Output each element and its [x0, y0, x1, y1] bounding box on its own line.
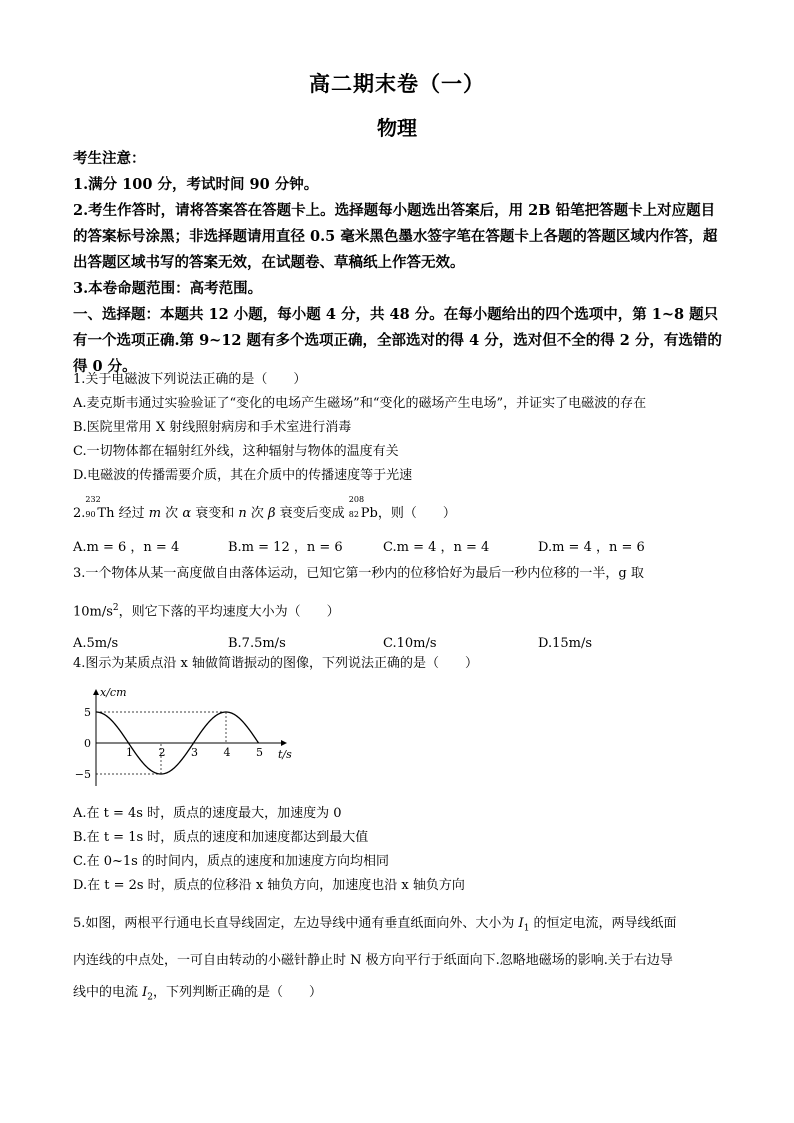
option-d: D.在 t = 2s 时，质点的位移沿 x 轴负方向，加速度也沿 x 轴负方向: [73, 878, 465, 893]
question-number: 2.: [73, 506, 86, 521]
question-stem: 3.一个物体从某一高度做自由落体运动，已知它第一秒内的位移恰好为最后一秒内位移的一半，g 取: [73, 566, 644, 581]
var-m: m: [148, 506, 162, 521]
stem-text: 的恒定电流，两导线纸面: [529, 916, 677, 931]
element-symbol: Th: [97, 506, 115, 521]
subscript: 2: [147, 992, 154, 1003]
note-item: 3.本卷命题范围：高考范围。: [73, 280, 263, 297]
options-row: [73, 536, 725, 560]
question-2: [73, 495, 725, 560]
question-stem: [73, 908, 725, 945]
beta-symbol: β: [268, 506, 276, 521]
alpha-symbol: α: [182, 506, 192, 521]
x-tick-label: 5: [256, 746, 263, 759]
question-5: [73, 908, 725, 1013]
question-3: [73, 562, 725, 656]
question-4: [73, 652, 725, 676]
subject-title: 物理: [377, 116, 417, 140]
option-a: A.5m/s: [73, 636, 119, 652]
page-title: 高二期末卷（一）: [309, 71, 485, 96]
x-axis-label: t/s: [278, 748, 292, 761]
stem-text: 5.如图，两根平行通电长直导线固定，左边导线中通有垂直纸面向外、大小为: [73, 916, 519, 931]
stem-text: ，下列判断正确的是（ ）: [153, 984, 323, 1000]
current-i1: I: [518, 916, 524, 931]
exponent: 2: [112, 603, 119, 613]
shm-graph: [74, 684, 308, 794]
x-tick-label: 4: [223, 746, 231, 759]
option-a: A.m = 6 ，n = 4: [73, 540, 180, 555]
stem-text: 次: [246, 506, 268, 521]
x-tick-label: 3: [191, 746, 198, 759]
atomic-number: 82: [348, 510, 359, 519]
question-1: [73, 368, 725, 488]
stem-text: 次: [161, 506, 183, 521]
stem-text: 衰变后变成: [275, 506, 349, 521]
question-stem-cont: [73, 977, 725, 1014]
stem-text: 线中的电流: [73, 984, 143, 1000]
option-a: A.在 t = 4s 时，质点的速度最大，加速度为 0: [73, 806, 342, 821]
option-c: C.在 0~1s 的时间内，质点的速度和加速度方向均相同: [73, 854, 389, 869]
stem-text: 10m/s: [73, 604, 113, 620]
exam-notes: [73, 146, 725, 380]
y-tick-label: −5: [74, 768, 91, 781]
lead-nuclide: [348, 495, 378, 526]
option-d: D.15m/s: [538, 636, 593, 652]
note-item: 1.满分 100 分，考试时间 90 分钟。: [73, 176, 319, 193]
option-c: C.10m/s: [383, 636, 437, 652]
option-c: C.一切物体都在辐射红外线，这种辐射与物体的温度有关: [73, 444, 399, 459]
var-n: n: [238, 506, 247, 521]
question-stem-cont: 内连线的中点处，一可自由转动的小磁针静止时 N 极方向平行于纸面向下.忽略地磁场的影响.关于右边导: [73, 952, 673, 968]
notes-heading: 考生注意：: [73, 150, 146, 167]
option-d: D.电磁波的传播需要介质，其在介质中的传播速度等于光速: [73, 468, 413, 483]
question-stem-cont: [73, 596, 725, 624]
atomic-number: 90: [85, 510, 96, 519]
section-instructions: 一、选择题：本题共 12 小题，每小题 4 分，共 48 分。在每小题给出的四个选项中，第 1~8 题只有一个选项正确.第 9~12 题有多个选项正确，全部选对的得 4 分，选对但不全的得 2 分，有选错的得 0 分。: [73, 306, 722, 375]
question-4-options: [73, 802, 725, 898]
question-stem: 4.图示为某质点沿 x 轴做简谐振动的图像，下列说法正确的是（ ）: [73, 656, 478, 671]
stem-text: ，则（ ）: [377, 506, 456, 521]
option-b: B.7.5m/s: [228, 636, 286, 652]
option-a: A.麦克斯韦通过实验验证了“变化的电场产生磁场”和“变化的磁场产生电场”，并证实了电磁波的存在: [73, 396, 647, 411]
element-symbol: Pb: [360, 506, 378, 521]
y-axis-label: x/cm: [100, 686, 127, 699]
question-stem: 1.关于电磁波下列说法正确的是（ ）: [73, 372, 307, 387]
note-item: 2.考生作答时，请将答案答在答题卡上。选择题每小题选出答案后，用 2B 铅笔把答题卡上对应题目的答案标号涂黑；非选择题请用直径 0.5 毫米黑色墨水签字笔在答题卡上各题的答题区域内作答，超出答题区域书写的答案无效，在试题卷、草稿纸上作答无效。: [73, 202, 718, 271]
origin-label: 0: [84, 737, 91, 750]
option-b: B.医院里常用 X 射线照射病房和手术室进行消毒: [73, 420, 352, 435]
mass-number: 208: [348, 495, 365, 504]
stem-text: 衰变和: [191, 506, 239, 521]
question-stem: [73, 495, 725, 526]
subscript: 1: [523, 923, 530, 934]
y-tick-label: 5: [84, 706, 91, 719]
stem-text: ，则它下落的平均速度大小为（ ）: [118, 604, 340, 620]
option-d: D.m = 4 ，n = 6: [538, 540, 645, 555]
thorium-nuclide: [85, 495, 115, 526]
option-b: B.m = 12 ，n = 6: [228, 540, 343, 555]
x-tick-label: 1: [126, 746, 133, 759]
option-c: C.m = 4 ，n = 4: [383, 540, 490, 555]
x-tick-label: 2: [158, 746, 166, 759]
stem-text: 经过: [114, 506, 149, 521]
current-i2: I: [142, 984, 148, 1000]
option-b: B.在 t = 1s 时，质点的速度和加速度都达到最大值: [73, 830, 369, 845]
mass-number: 232: [85, 495, 101, 504]
